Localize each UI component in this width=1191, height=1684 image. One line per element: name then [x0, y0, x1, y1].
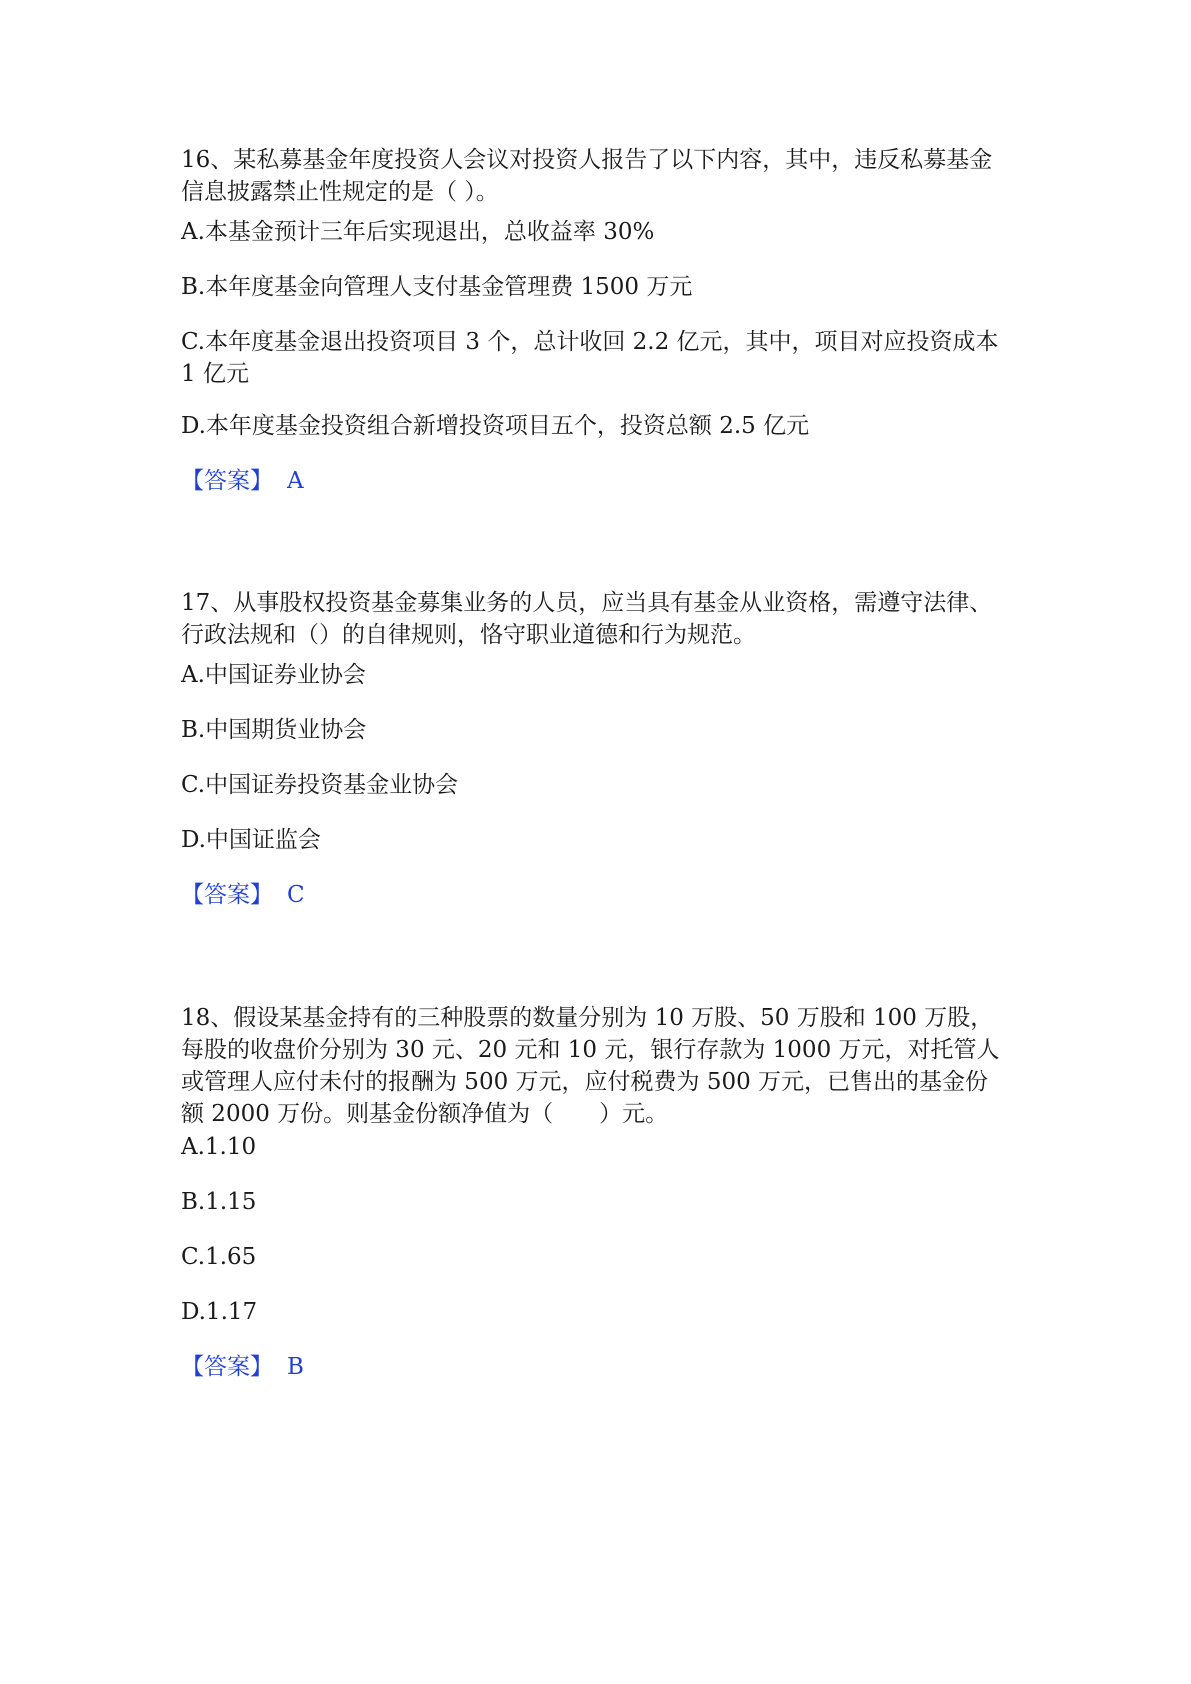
option-c: C.本年度基金退出投资项目 3 个，总计收回 2.2 亿元，其中，项目对应投资成本 1 亿元 [181, 329, 999, 387]
option-a: A.1.10 [181, 1134, 257, 1160]
question-stem: 18、假设某基金持有的三种股票的数量分别为 10 万股、50 万股和 100 万股，每股的收盘价分别为 30 元、20 元和 10 元，银行存款为 1000 万元，对托管人或管理人应付未付的报酬为 500 万元，应付税费为 500 万元，已售出的基金份额 2000 万份。则基金份额净值为（ ）元。 [181, 1005, 1000, 1127]
option-d: D.中国证监会 [181, 827, 321, 853]
option-b: B.中国期货业协会 [181, 717, 367, 743]
answer-label: 【答案】 [181, 468, 273, 494]
answer-line [181, 879, 305, 911]
answer-line [181, 465, 304, 497]
question-stem: 17、从事股权投资基金募集业务的人员，应当具有基金从业资格，需遵守法律、行政法规和（）的自律规则，恪守职业道德和行为规范。 [181, 590, 993, 648]
option-d: D.本年度基金投资组合新增投资项目五个，投资总额 2.5 亿元 [181, 413, 810, 439]
answer-line [181, 1351, 304, 1383]
question-stem: 16、某私募基金年度投资人会议对投资人报告了以下内容，其中，违反私募基金信息披露禁止性规定的是（ ）。 [181, 147, 993, 205]
option-b: B.本年度基金向管理人支付基金管理费 1500 万元 [181, 274, 693, 300]
answer-label: 【答案】 [181, 882, 273, 908]
option-d: D.1.17 [181, 1299, 258, 1325]
answer-value: B [287, 1354, 304, 1380]
answer-value: A [287, 468, 304, 494]
option-a: A.中国证券业协会 [181, 662, 366, 688]
answer-value: C [287, 882, 305, 908]
question-17 [181, 587, 1011, 908]
question-18 [181, 1002, 1011, 1380]
option-c: C.1.65 [181, 1244, 257, 1270]
question-16 [181, 144, 1011, 494]
option-c: C.中国证券投资基金业协会 [181, 772, 459, 798]
option-a: A.本基金预计三年后实现退出，总收益率 30% [181, 219, 655, 245]
answer-label: 【答案】 [181, 1354, 273, 1380]
option-b: B.1.15 [181, 1189, 257, 1215]
